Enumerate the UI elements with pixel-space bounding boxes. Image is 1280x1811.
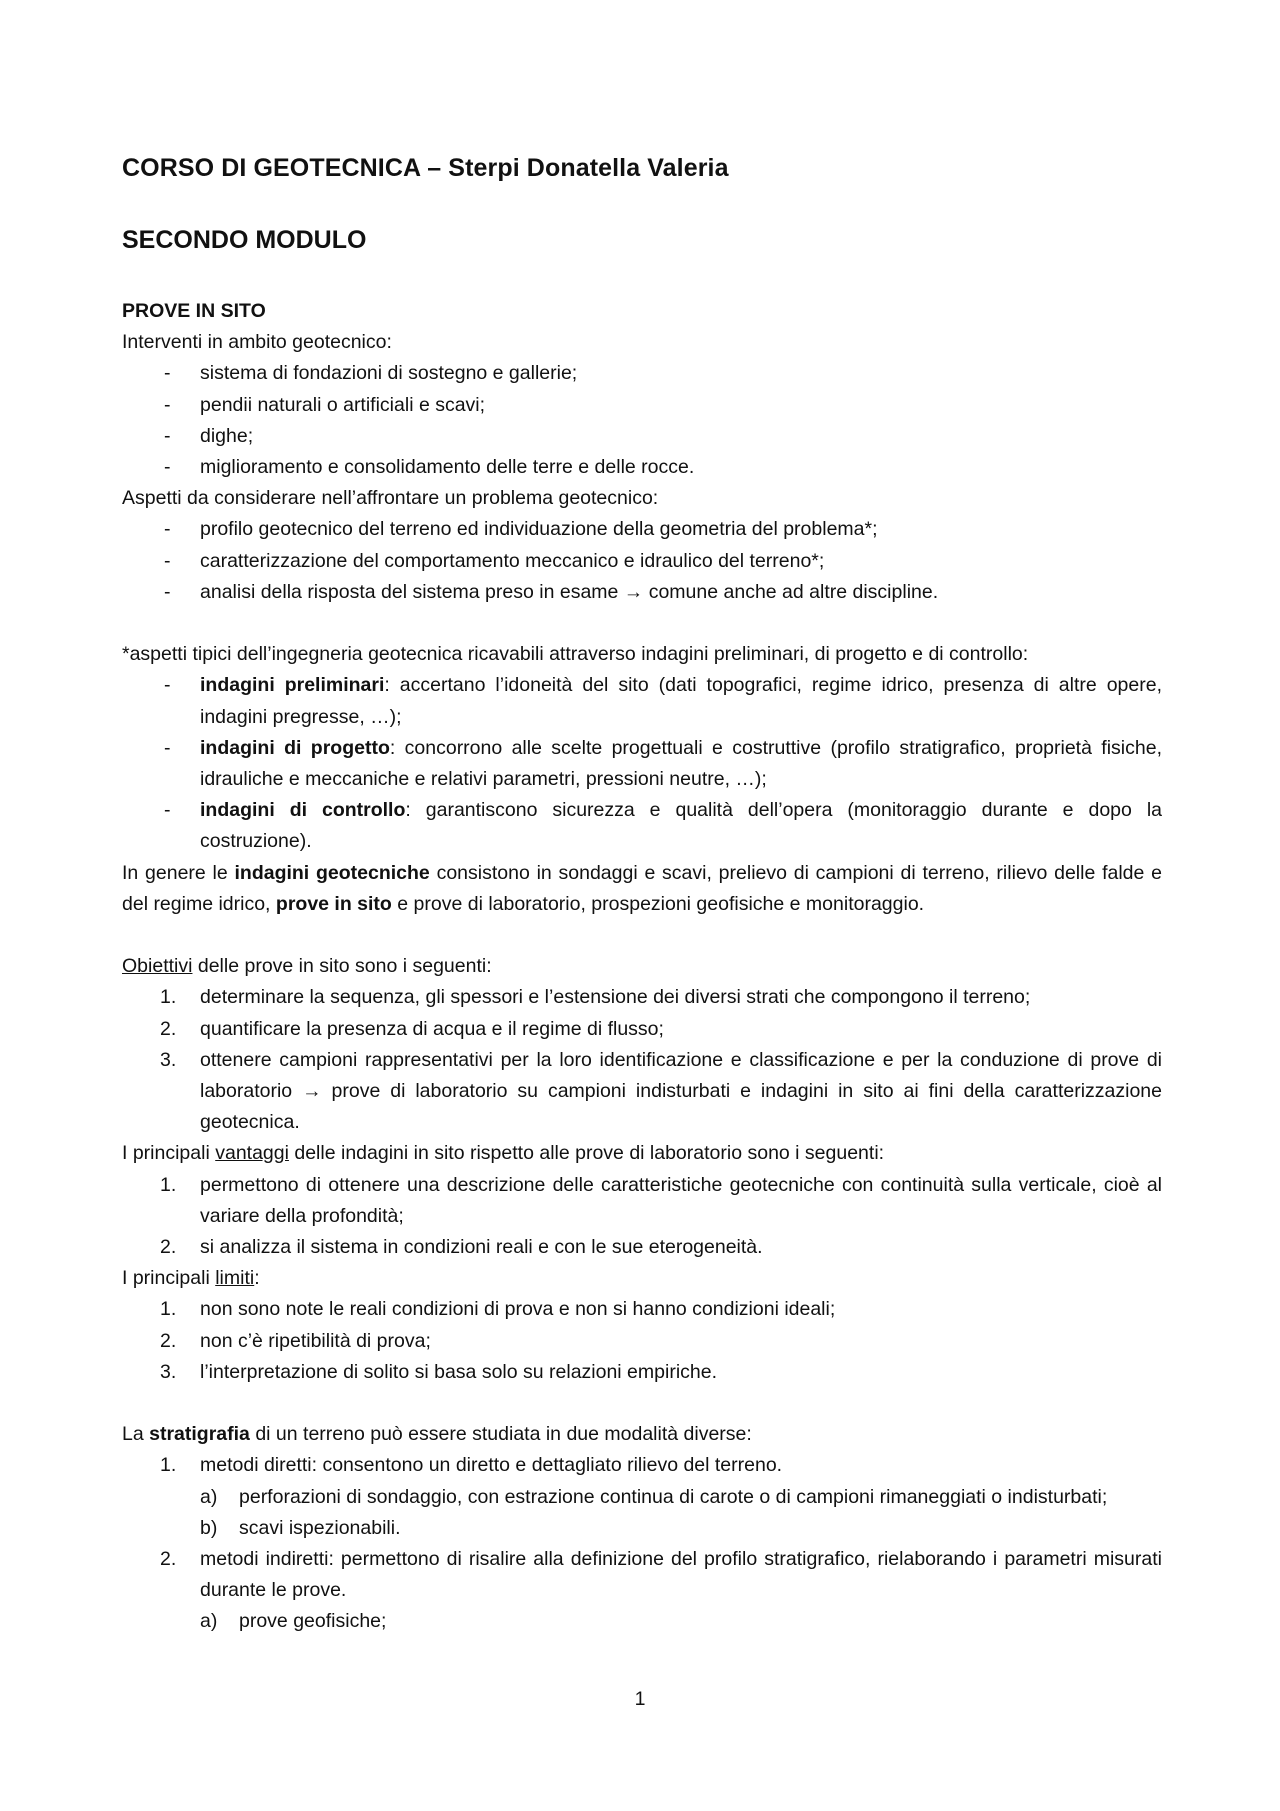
list-item: a) perforazioni di sondaggio, con estrazione continua di carote o di campioni rimaneggiati o indisturbati;	[200, 1485, 1108, 1508]
list-item: - analisi della risposta del sistema preso in esame → comune anche ad altre discipline.	[164, 580, 939, 603]
list-item: - indagini preliminari: accertano l’idoneità del sito (dati topografici, regime idrico, presenza di altre opere, indagini pregresse, …);	[164, 674, 1162, 728]
list-item: - sistema di fondazioni di sostegno e gallerie;	[164, 362, 578, 385]
paragraph: Interventi in ambito geotecnico:	[122, 331, 392, 354]
list-item: 3. l’interpretazione di solito si basa solo su relazioni empiriche.	[160, 1360, 718, 1383]
list-item: - profilo geotecnico del terreno ed individuazione della geometria del problema*;	[164, 518, 878, 541]
page-number: 1	[634, 1688, 646, 1710]
list-item: a) prove geofisiche;	[200, 1610, 387, 1633]
paragraph: Aspetti da considerare nell’affrontare un problema geotecnico:	[122, 487, 659, 510]
list-item: - pendii naturali o artificiali e scavi;	[164, 393, 486, 416]
list-item: - caratterizzazione del comportamento meccanico e idraulico del terreno*;	[164, 549, 825, 572]
list-item: 1. metodi diretti: consentono un diretto e dettagliato rilievo del terreno.	[160, 1454, 783, 1477]
section-heading: PROVE IN SITO	[122, 300, 266, 322]
list-item: - indagini di progetto: concorrono alle scelte progettuali e costruttive (profilo stratigrafico, proprietà fisiche, idrauliche e meccaniche e relativi parametri, pressioni neutre, …);	[164, 736, 1162, 791]
list-item: 2. quantificare la presenza di acqua e il regime di flusso;	[160, 1017, 664, 1040]
document-body	[122, 296, 1162, 1638]
paragraph: Obiettivi delle prove in sito sono i seguenti:	[122, 955, 492, 978]
paragraph: I principali limiti:	[122, 1267, 260, 1290]
list-item: 1. non sono note le reali condizioni di prova e non si hanno condizioni ideali;	[160, 1298, 836, 1321]
list-item: 3. ottenere campioni rappresentativi per la loro identificazione e classificazione e per la conduzione di prove di laboratorio → prove di laboratorio su campioni indisturbati e indagini in sito ai fini della caratterizzazione geotecnica.	[160, 1048, 1162, 1134]
list-item: 2. non c’è ripetibilità di prova;	[160, 1329, 431, 1352]
paragraph: In genere le indagini geotecniche consistono in sondaggi e scavi, prelievo di campioni di terreno, rilievo delle falde e del regime idrico, prove in sito e prove di laboratorio, prospezioni geofisiche e monitoraggio.	[122, 861, 1162, 915]
list-item: 1. permettono di ottenere una descrizione delle caratteristiche geotecniche con continuità sulla verticale, cioè al variare della profondità;	[160, 1173, 1162, 1227]
list-item: 2. metodi indiretti: permettono di risalire alla definizione del profilo stratigrafico, rielaborando i parametri misurati durante le prove.	[160, 1548, 1162, 1602]
list-item: - dighe;	[164, 424, 254, 447]
paragraph: I principali vantaggi delle indagini in sito rispetto alle prove di laboratorio sono i seguenti:	[122, 1142, 885, 1165]
document-title: CORSO DI GEOTECNICA – Sterpi Donatella Valeria	[122, 154, 729, 182]
list-item: - indagini di controllo: garantiscono sicurezza e qualità dell’opera (monitoraggio durante e dopo la costruzione).	[164, 799, 1162, 853]
list-item: 2. si analizza il sistema in condizioni reali e con le sue eterogeneità.	[160, 1236, 763, 1259]
paragraph: *aspetti tipici dell’ingegneria geotecnica ricavabili attraverso indagini preliminari, di progetto e di controllo:	[122, 643, 1029, 666]
list-item: 1. determinare la sequenza, gli spessori e l’estensione dei diversi strati che compongono il terreno;	[160, 986, 1031, 1009]
paragraph: La stratigrafia di un terreno può essere studiata in due modalità diverse:	[122, 1423, 752, 1446]
list-item: - miglioramento e consolidamento delle terre e delle rocce.	[164, 456, 695, 479]
module-heading: SECONDO MODULO	[122, 226, 367, 254]
list-item: b) scavi ispezionabili.	[200, 1516, 401, 1539]
